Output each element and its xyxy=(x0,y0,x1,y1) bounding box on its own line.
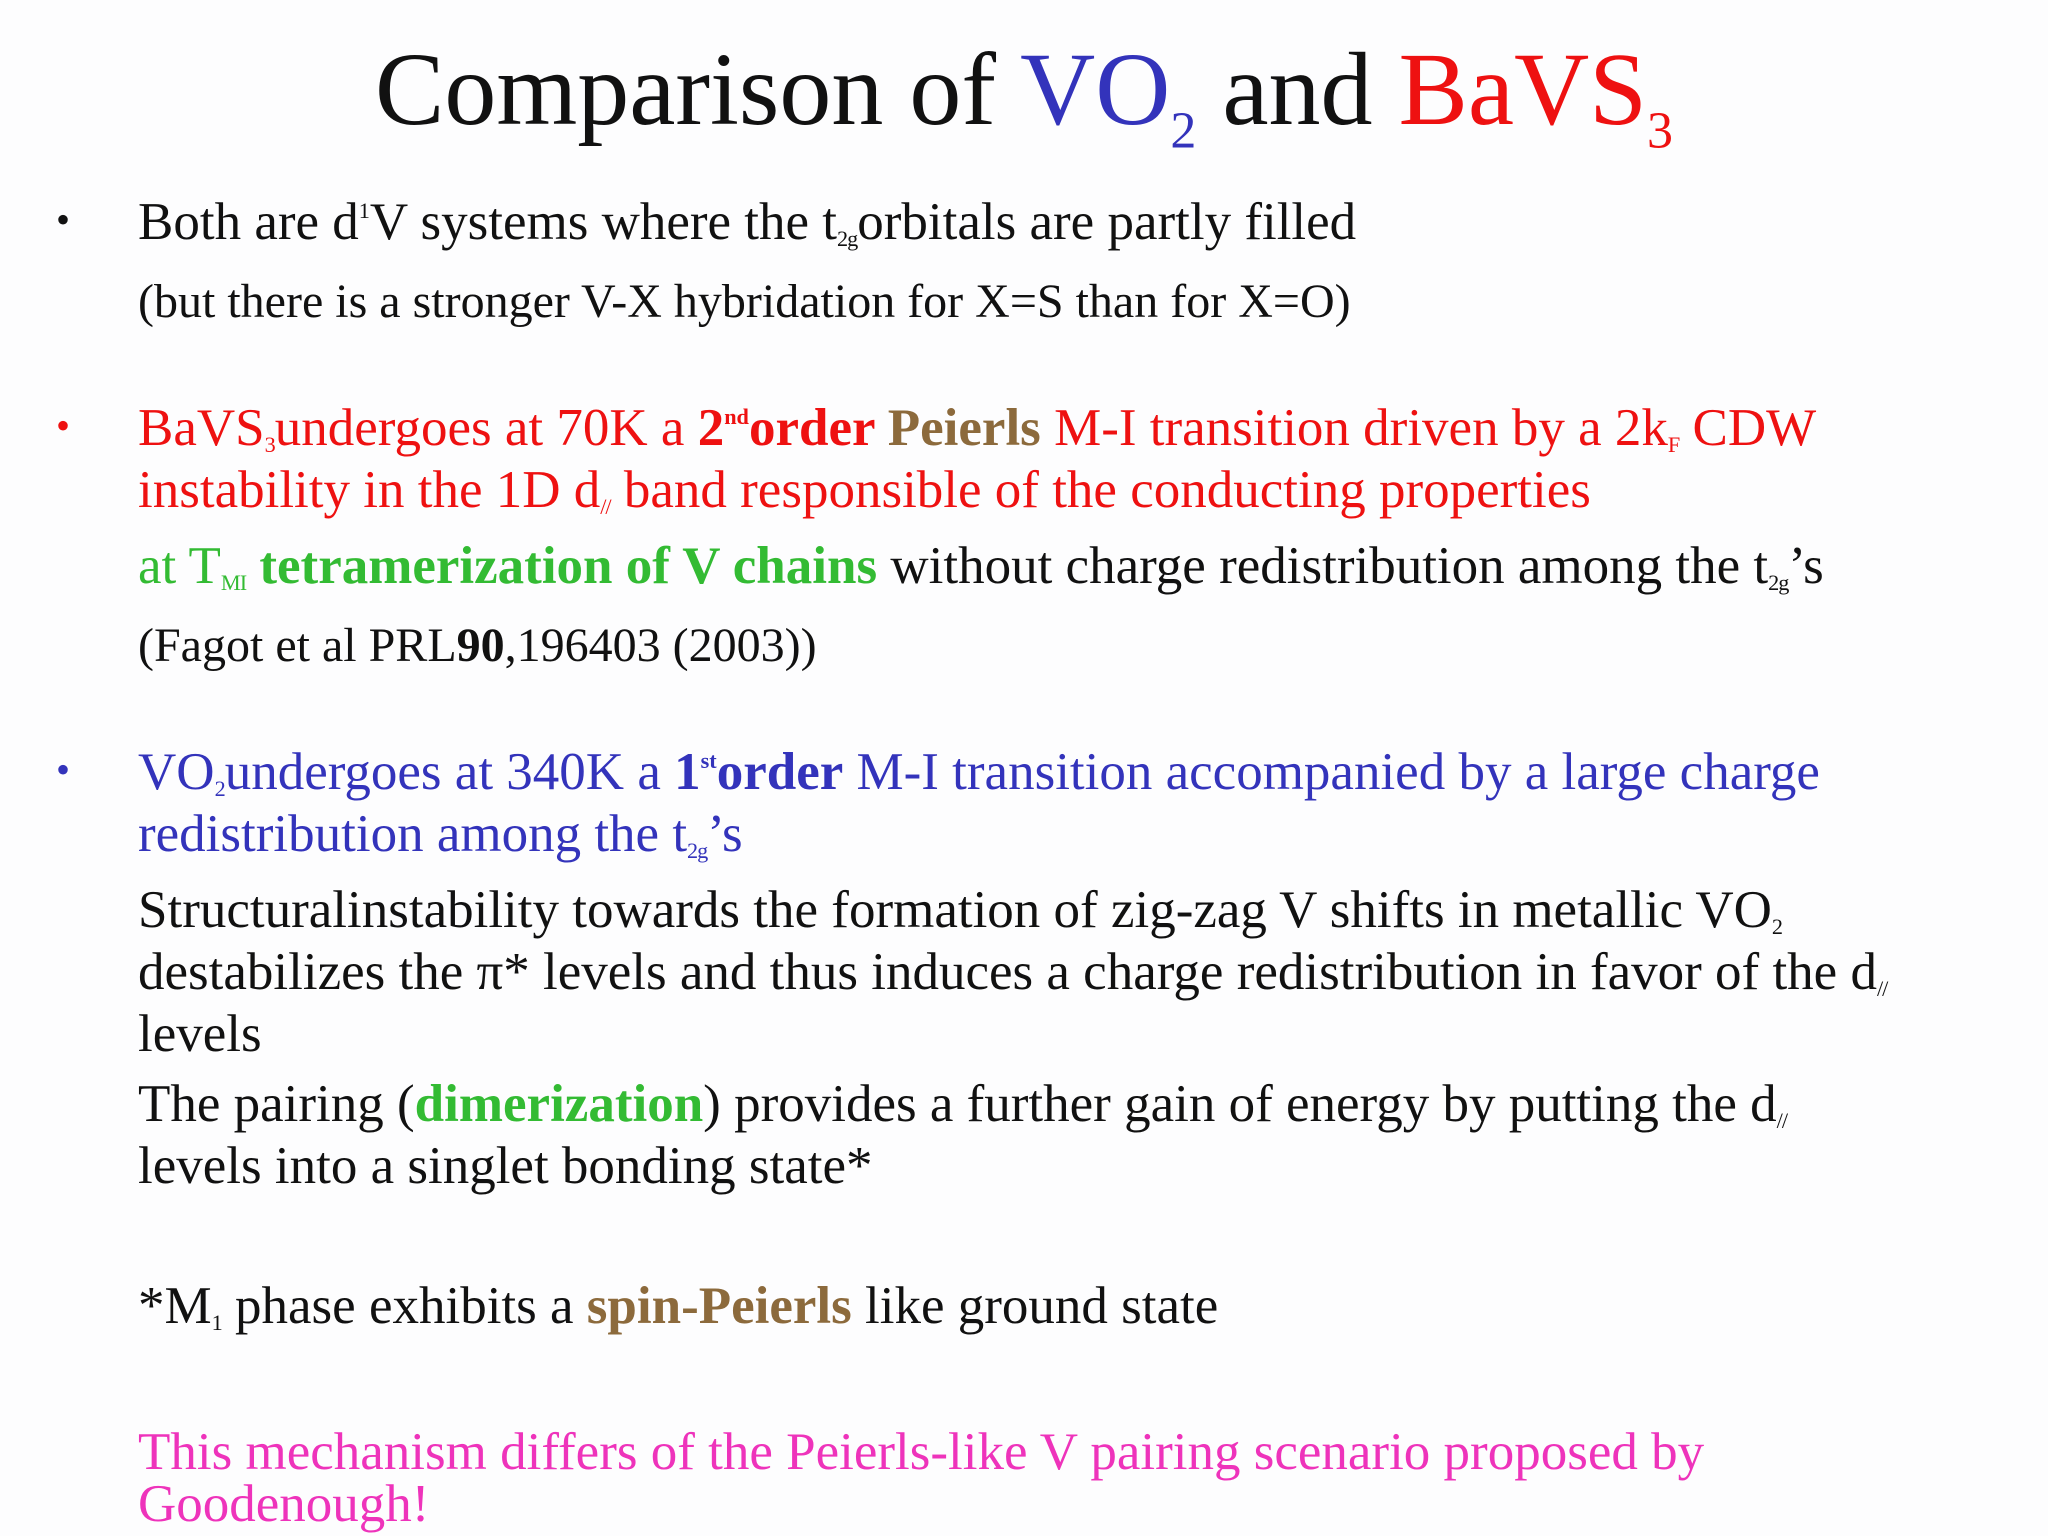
section2-line3: at $T_{MI}$ tetramerization of V chains without charge redistribution among the $t_{2g}’s$ xyxy=(138,537,1824,596)
section2-line1: BaVS$_3$undergoes at 70K a 2ndorder Peierls M-I transition driven by a $2k_F$ CDW xyxy=(138,399,1817,458)
slide-title xyxy=(0,32,2048,160)
section1-line1: Both are $d^1V$ systems where the $t_{2g}orbitals$ are partly filled xyxy=(138,193,1357,252)
title-vo2: $VO_2$ xyxy=(1020,32,1197,160)
section2-line4: (Fagot et al PRL90,196403 (2003)) xyxy=(138,619,817,672)
section1-line2: (but there is a stronger V-X hybridation for X=S than for X=O) xyxy=(138,275,1351,328)
section3-line7: levels into a singlet bonding state* xyxy=(138,1137,873,1195)
title-prefix: Comparison of xyxy=(374,32,1021,147)
section3-line4: destabilizes the π* levels and thus induces a charge redistribution in favor of the $d_{//}$ xyxy=(138,943,1888,1002)
section2-line2: instability in the 1D $d_{//}$ band responsible of the conducting properties xyxy=(138,461,1591,520)
title-bavs3: BaVS$_3$ xyxy=(1398,32,1674,160)
section3-line1: $VO_2undergoes$ at 340K a 1storder M-I transition accompanied by a large charge xyxy=(138,743,1820,802)
conclusion-line1: This mechanism differs of the Peierls-like V pairing scenario proposed by xyxy=(138,1423,1705,1481)
title-middle: and xyxy=(1196,32,1399,147)
bullet-3: • xyxy=(56,747,71,792)
footnote: $*M_1$ phase exhibits a spin-Peierls like ground state xyxy=(138,1277,1219,1336)
section3-line5: levels xyxy=(138,1005,262,1063)
section3-line2: redistribution among the $t_{2g}’s$ xyxy=(138,805,743,864)
conclusion-line2: Goodenough! xyxy=(138,1475,430,1533)
section3-line3: Structuralinstability towards the formation of zig-zag V shifts in metallic $VO_2$ xyxy=(138,881,1782,940)
bullet-2: • xyxy=(56,403,71,448)
section3-line6: The pairing (dimerization) provides a further gain of energy by putting the $d_{//}$ xyxy=(138,1075,1788,1134)
bullet-1: • xyxy=(56,197,71,242)
